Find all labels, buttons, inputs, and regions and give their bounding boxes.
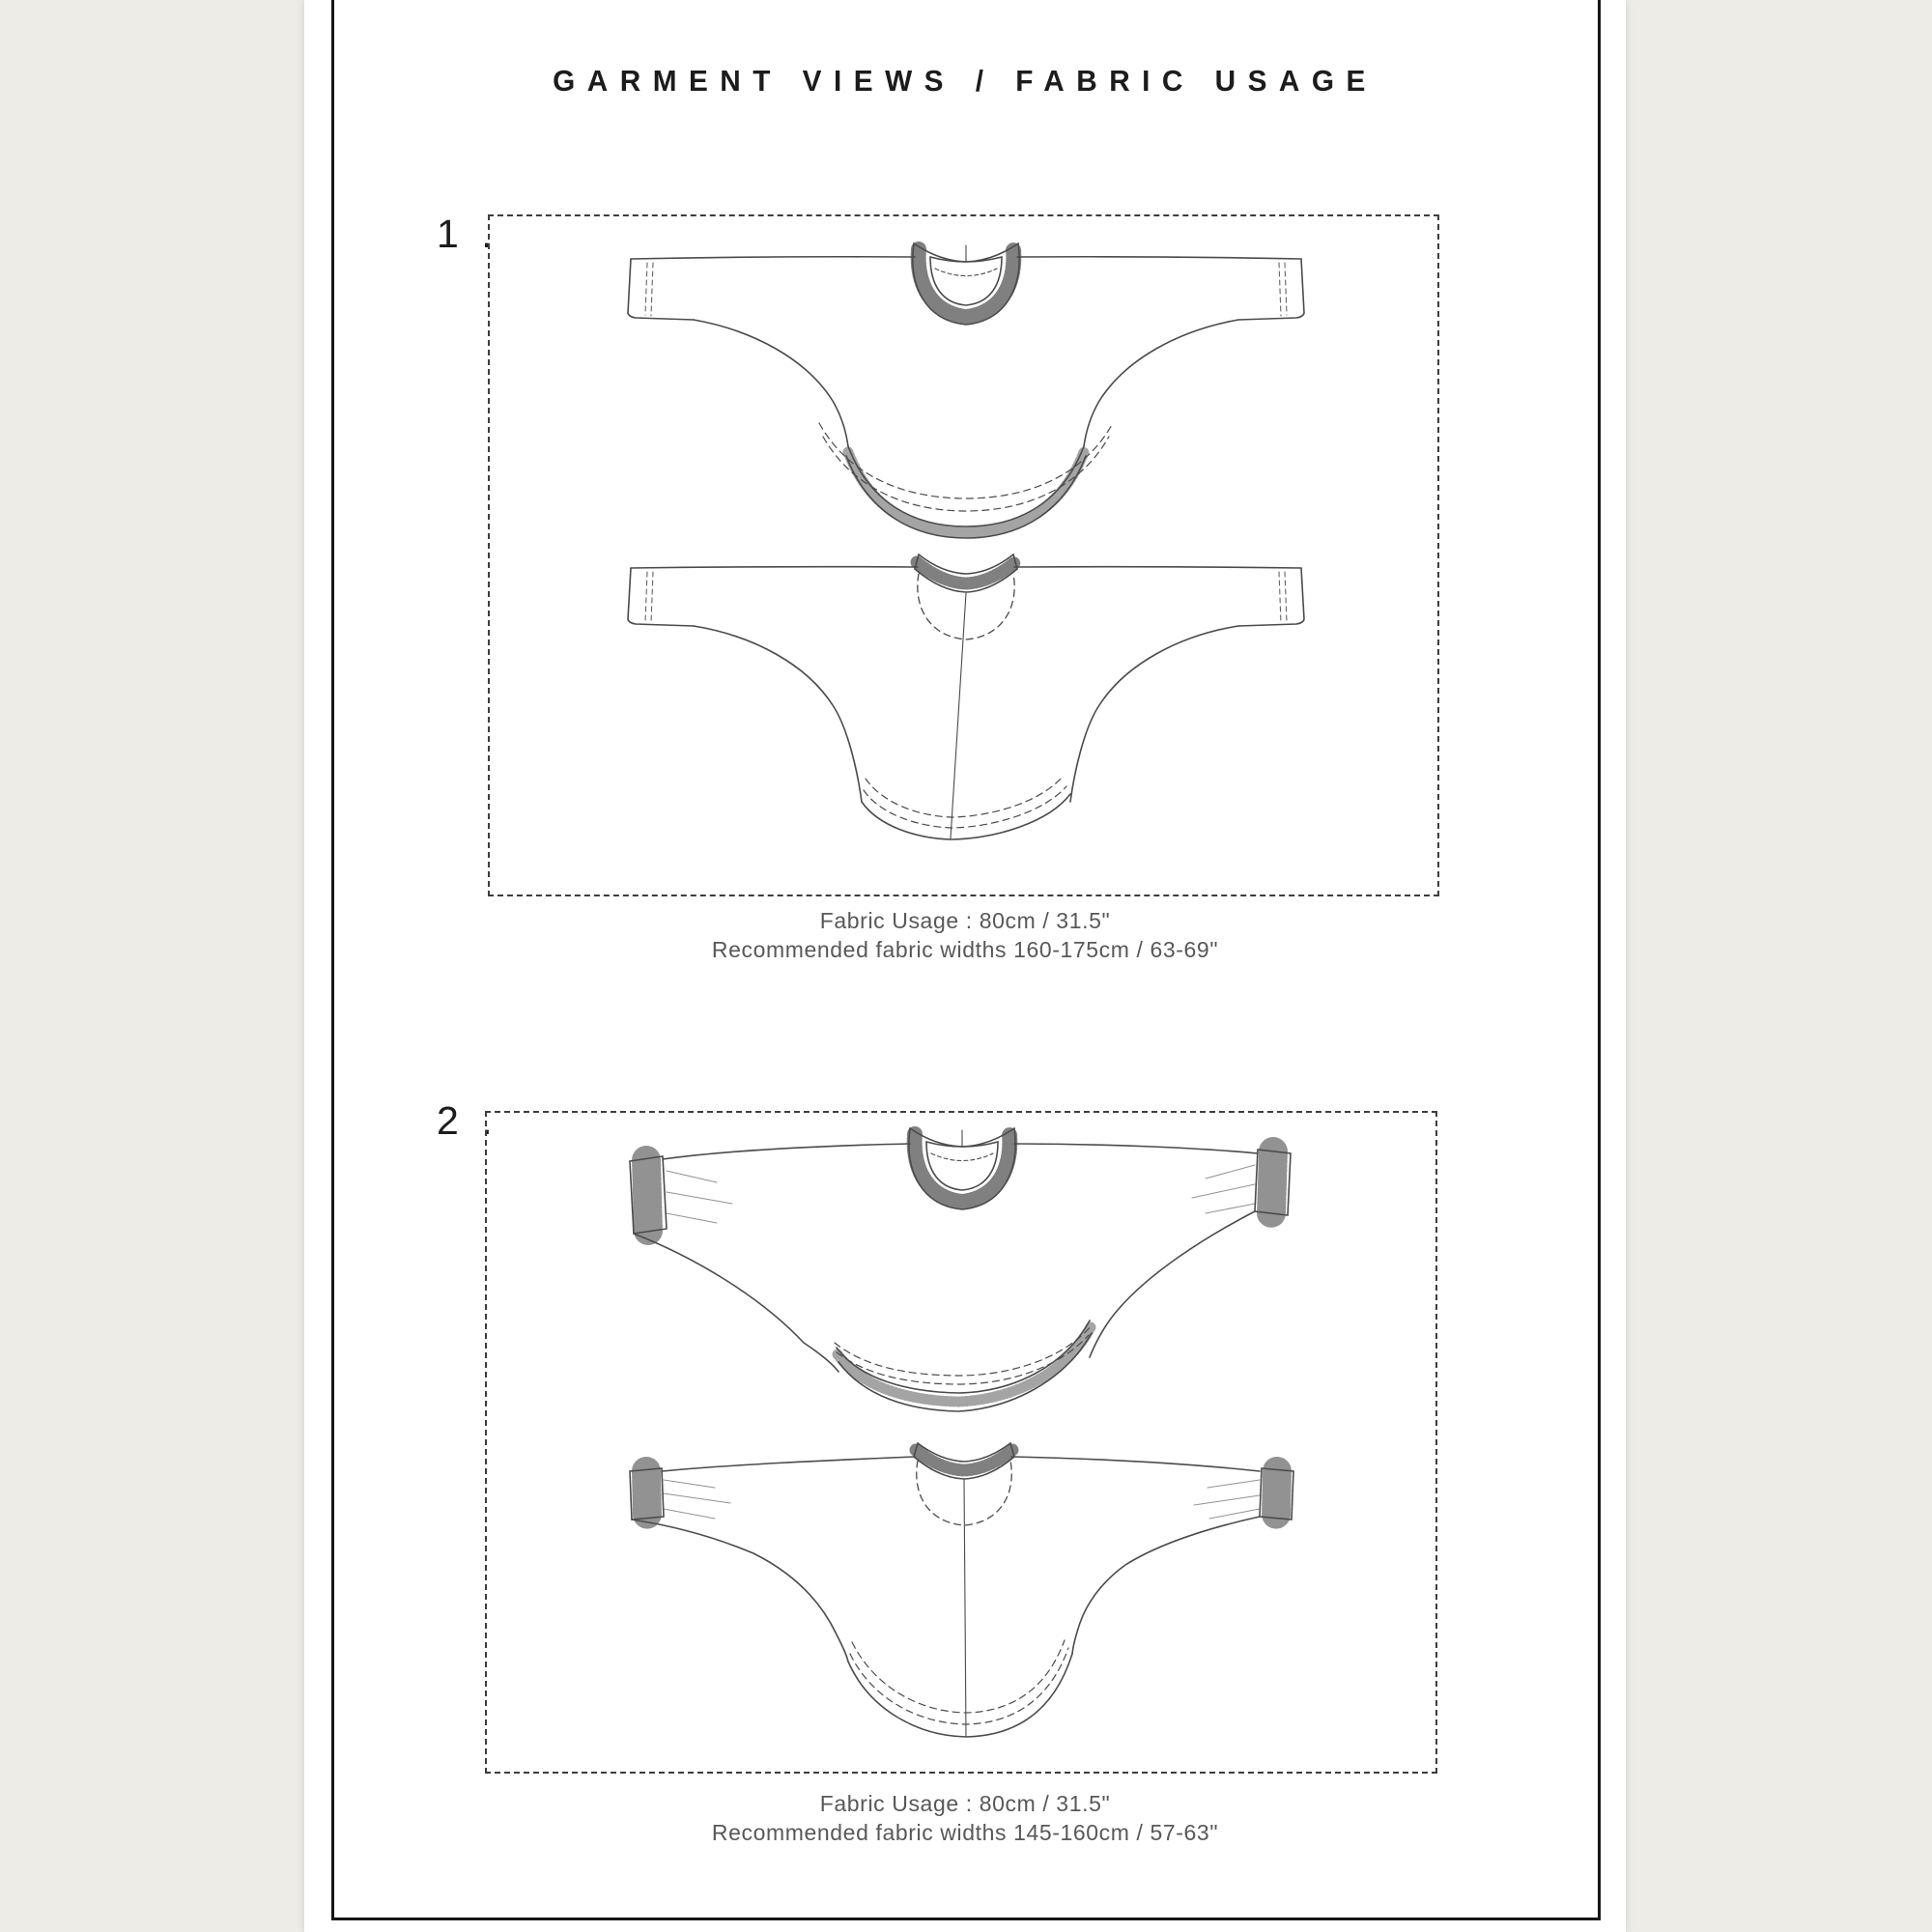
garment-1-front-view-sketch <box>599 222 1333 560</box>
right-ribbed-cuff <box>1192 1150 1291 1215</box>
ribbed-neckband <box>915 554 1017 592</box>
gather-lines <box>667 1171 732 1223</box>
gather-lines <box>1192 1165 1255 1213</box>
hem-stitching <box>819 423 1113 511</box>
ribbed-neckband <box>914 1443 1014 1479</box>
section-1-recommended-widths: Recommended fabric widths 160-175cm / 63-69" <box>711 937 1219 962</box>
section-1-fabric-usage: Fabric Usage : 80cm / 31.5" <box>819 908 1111 933</box>
section-1-caption <box>304 906 1626 964</box>
center-back-line <box>951 593 966 838</box>
ribbed-neckband <box>909 1128 1015 1209</box>
page-title: GARMENT VIEWS / FABRIC USAGE <box>553 64 1378 98</box>
left-ribbed-cuff <box>630 1156 732 1234</box>
body-side-seams <box>634 1211 1255 1372</box>
section-2-recommended-widths: Recommended fabric widths 145-160cm / 57-63" <box>711 1820 1219 1845</box>
shoulder-line <box>631 567 1301 568</box>
gather-lines <box>664 1480 730 1519</box>
center-back-line <box>964 1479 966 1737</box>
section-2-number: 2 . <box>437 1098 498 1143</box>
garment-2-front-view-sketch <box>599 1121 1333 1430</box>
hem-edge <box>848 1654 1072 1737</box>
body-side-seams <box>694 626 1238 802</box>
hem-stitching <box>850 1640 1068 1724</box>
hem-band <box>837 1321 1092 1411</box>
hem-edge <box>862 794 1070 839</box>
section-2-caption <box>304 1789 1626 1847</box>
left-ribbed-cuff <box>630 1468 730 1520</box>
garment-2-back-view-sketch <box>599 1439 1333 1758</box>
section-2-fabric-usage: Fabric Usage : 80cm / 31.5" <box>819 1791 1111 1816</box>
right-ribbed-cuff <box>1194 1468 1293 1520</box>
garment-1-back-view-sketch <box>599 536 1333 889</box>
gather-lines <box>1194 1480 1260 1519</box>
body-side-seams <box>632 1517 1260 1662</box>
section-1-number: 1 . <box>437 212 498 256</box>
ribbed-neckband <box>913 243 1019 325</box>
body-side-seams <box>694 320 1238 446</box>
